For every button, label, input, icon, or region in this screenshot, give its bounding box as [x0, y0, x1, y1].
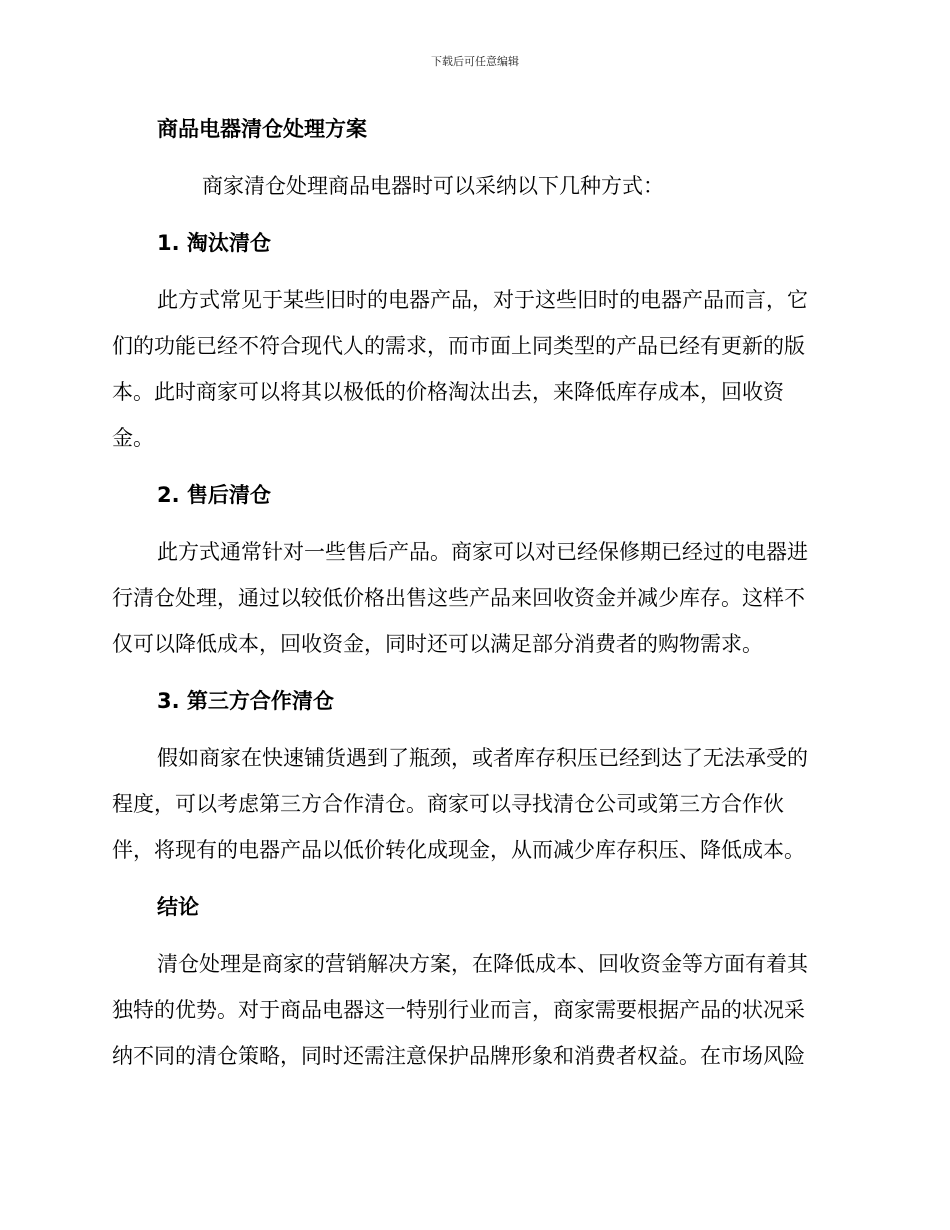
paragraph-line: 此方式常见于某些旧时的电器产品，对于这些旧时的电器产品而言，它: [157, 288, 808, 312]
section-paragraph-conclusion: [112, 941, 832, 1079]
section-heading-conclusion: 结论: [157, 895, 199, 919]
section-heading-after-sales: 2. 售后清仓: [157, 483, 271, 507]
paragraph-line: 们的功能已经不符合现代人的需求，而市面上同类型的产品已经有更新的版: [112, 334, 805, 358]
paragraph-line: 仅可以降低成本，回收资金，同时还可以满足部分消费者的购物需求。: [112, 632, 763, 656]
paragraph-line: 伴，将现有的电器产品以低价转化成现金，从而减少库存积压、降低成本。: [112, 838, 805, 862]
section-heading-third-party: 3. 第三方合作清仓: [157, 689, 334, 713]
paragraph-line: 假如商家在快速铺货遇到了瓶颈，或者库存积压已经到达了无法承受的: [157, 746, 808, 770]
section-paragraph-third-party: [112, 735, 832, 873]
paragraph-line: 纳不同的清仓策略，同时还需注意保护品牌形象和消费者权益。在市场风险: [112, 1044, 805, 1068]
paragraph-line: 本。此时商家可以将其以极低的价格淘汰出去，来降低库存成本，回收资: [112, 380, 784, 404]
paragraph-line: 行清仓处理，通过以较低价格出售这些产品来回收资金并减少库存。这样不: [112, 586, 805, 610]
page-header: 下载后可任意编辑: [431, 55, 519, 68]
document-title: 商品电器清仓处理方案: [157, 117, 367, 141]
paragraph-line: 独特的优势。对于商品电器这一特别行业而言，商家需要根据产品的状况采: [112, 998, 805, 1022]
intro-paragraph: [112, 163, 832, 209]
paragraph-line: 此方式通常针对一些售后产品。商家可以对已经保修期已经过的电器进: [157, 540, 808, 564]
section-heading-elimination: 1. 淘汰清仓: [157, 231, 271, 255]
paragraph-line: 清仓处理是商家的营销解决方案，在降低成本、回收资金等方面有着其: [157, 952, 808, 976]
paragraph-line: 程度，可以考虑第三方合作清仓。商家可以寻找清仓公司或第三方合作伙: [112, 792, 784, 816]
section-paragraph-elimination: [112, 277, 832, 461]
document-body: [112, 106, 832, 1079]
paragraph-line: 金。: [112, 426, 154, 450]
intro-line: 商家清仓处理商品电器时可以采纳以下几种方式：: [202, 174, 664, 198]
section-paragraph-after-sales: [112, 529, 832, 667]
